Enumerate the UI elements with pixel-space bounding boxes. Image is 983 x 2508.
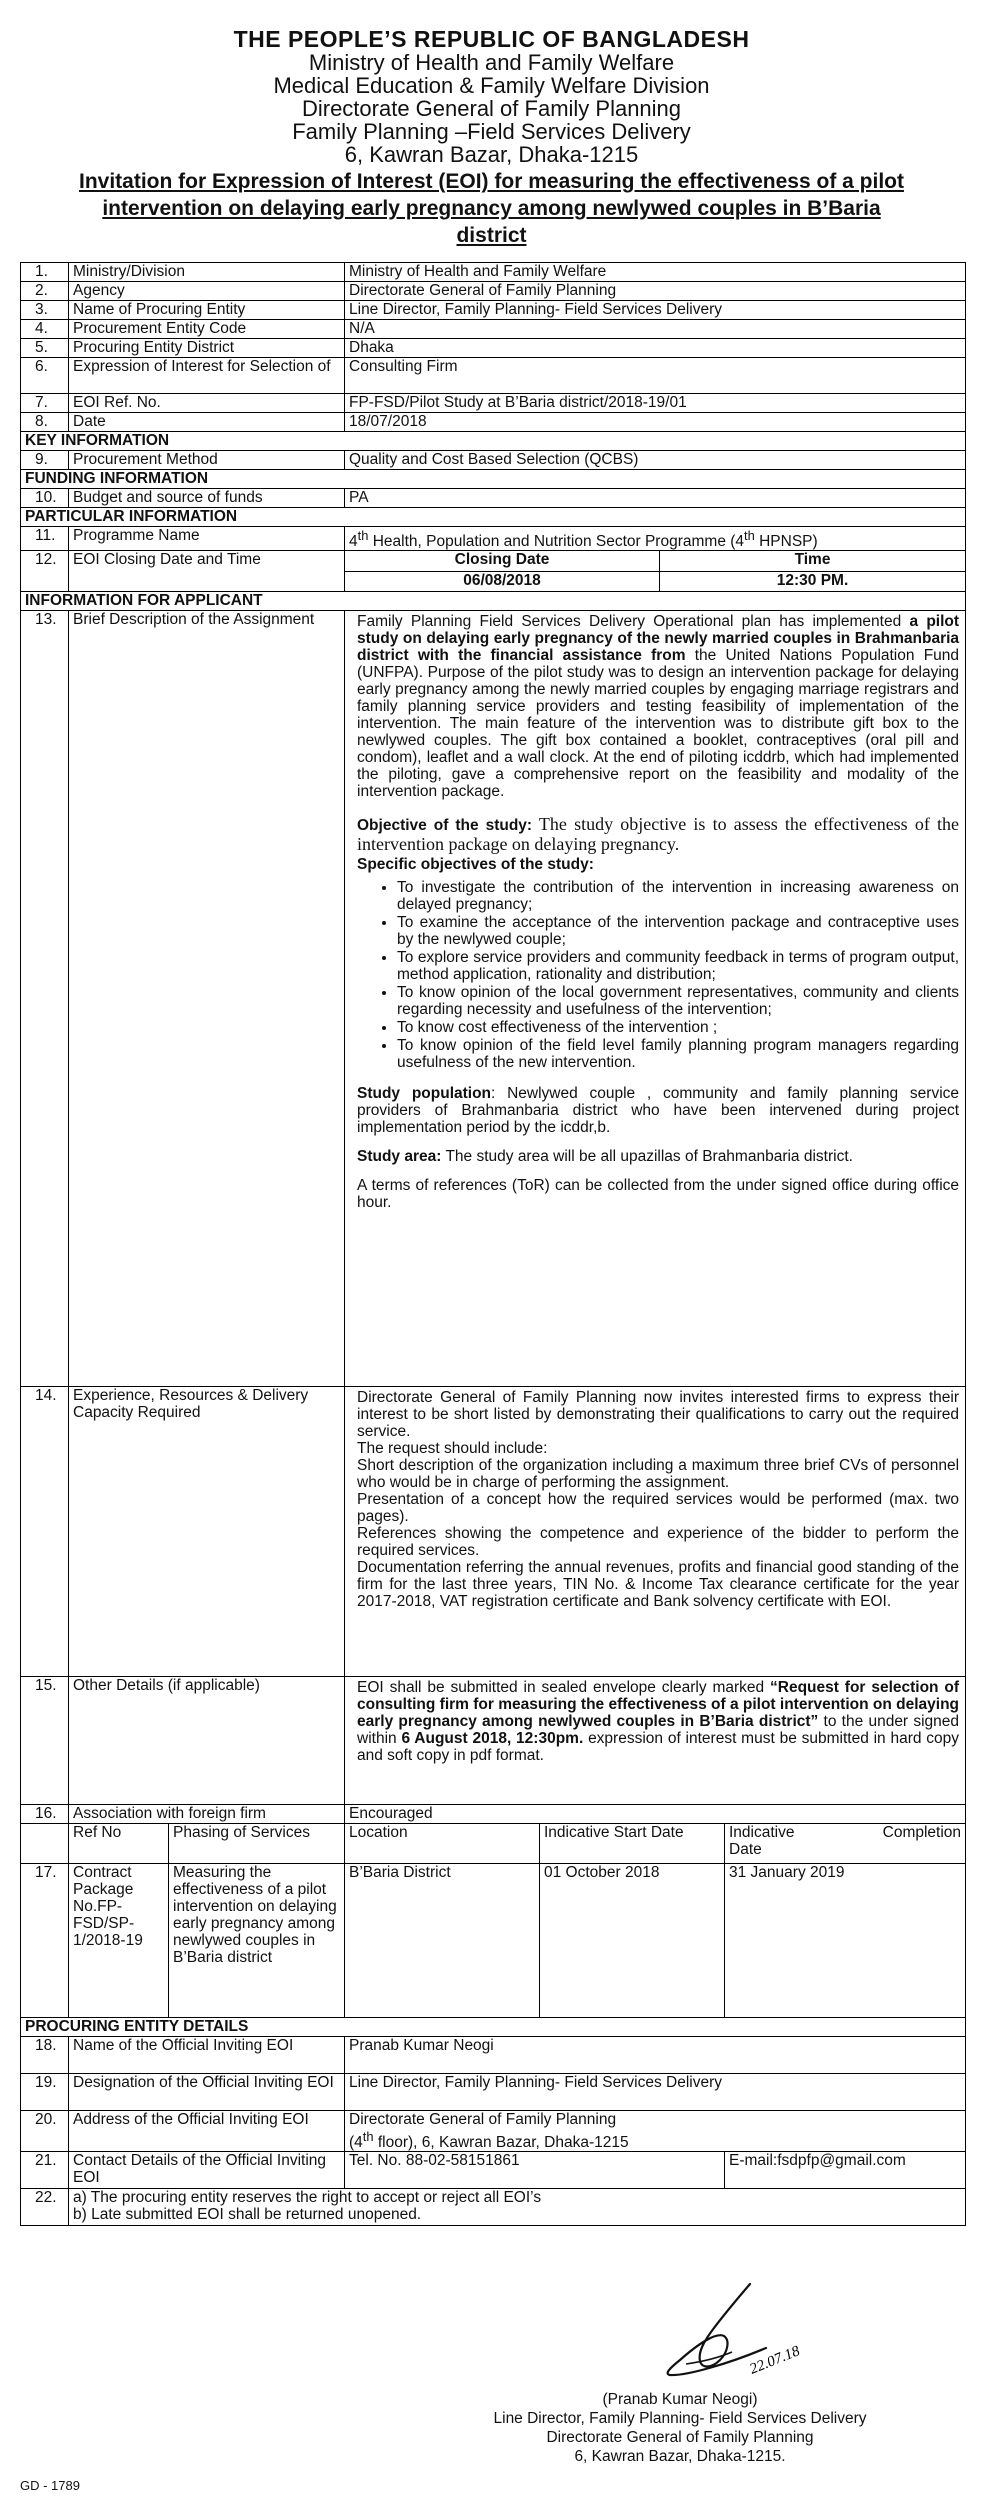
- row-19: 19. Designation of the Official Inviting EOI Line Director, Family Planning- Field Services Delivery: [21, 2074, 966, 2111]
- signatory-designation: Line Director, Family Planning- Field Services Delivery: [493, 2410, 867, 2427]
- row-10: 10. Budget and source of funds PA: [21, 489, 966, 508]
- row-9: 9. Procurement Method Quality and Cost Based Selection (QCBS): [21, 451, 966, 470]
- row-16: 16. Association with foreign firm Encouraged: [21, 1805, 966, 1824]
- row-4: 4. Procurement Entity Code N/A: [21, 320, 966, 339]
- row-17: 17. Contract Package No.FP-FSD/SP-1/2018-19 Measuring the effectiveness of a pilot intervention on delaying early pregnancy among newlywed couples in B’Baria district B’Baria District 01 October 2018 31 January 2019: [21, 1864, 966, 2018]
- row-12: 12. EOI Closing Date and Time Closing Date Time 06/08/2018 12:30 PM.: [21, 551, 966, 592]
- row-2: 2. Agency Directorate General of Family Planning: [21, 282, 966, 301]
- row-8: 8. Date 18/07/2018: [21, 413, 966, 432]
- row-3: 3. Name of Procuring Entity Line Director, Family Planning- Field Services Delivery: [21, 301, 966, 320]
- footer-code: GD - 1789: [20, 2478, 80, 2493]
- row-14: 14. Experience, Resources & Delivery Capacity Required Directorate General of Family Planning now invites interested firms to express their interest to be short listed by demonstrating their qualifications to carry out the required service. The request should include: Short description of the organization including a maximum three brief CVs of personnel who would be in charge of performing the assignment. Presentation of a concept how the required services would be performed (max. two pages). References showing the competence and experience of the bidder to perform the required services. Documentation referring the annual revenues, profits and financial good standing of the firm for the last three years, TIN No. & Income Tax clearance certificate for the year 2017-2018, VAT registration certificate and Bank solvency certificate with EOI.: [21, 1387, 966, 1677]
- row-20: 20. Address of the Official Inviting EOI Directorate General of Family Planning (4th floor), 6, Kawran Bazar, Dhaka-1215: [21, 2111, 966, 2152]
- row-11: 11. Programme Name 4th Health, Population and Nutrition Sector Programme (4th HPNSP): [21, 527, 966, 551]
- address: 6, Kawran Bazar, Dhaka-1215: [344, 142, 639, 167]
- country-title: THE PEOPLE’S REPUBLIC OF BANGLADESH: [233, 26, 750, 52]
- unit: Family Planning –Field Services Delivery: [292, 119, 691, 144]
- row-5: 5. Procuring Entity District Dhaka: [21, 339, 966, 358]
- signature-block: [400, 2390, 960, 2466]
- row-22: 22. a) The procuring entity reserves the right to accept or reject all EOI’s b) Late submitted EOI shall be returned unopened.: [21, 2189, 966, 2226]
- row-21: 21. Contact Details of the Official Inviting EOI Tel. No. 88-02-58151861 E-mail:fsdpfp@gmail.com: [21, 2152, 966, 2189]
- package-header-row: Ref No Phasing of Services Location Indicative Start Date Indicative Completion Date: [21, 1824, 966, 1864]
- division: Medical Education & Family Welfare Division: [273, 73, 710, 98]
- section-funding-information: FUNDING INFORMATION: [21, 470, 966, 489]
- signatory-address: 6, Kawran Bazar, Dhaka-1215.: [574, 2448, 786, 2465]
- signatory-org: Directorate General of Family Planning: [546, 2429, 814, 2446]
- experience-requirements: Directorate General of Family Planning now invites interested firms to express their interest to be short listed by demonstrating their qualifications to carry out the required service. The request should include: Short description of the organization including a maximum three brief CVs of personnel who would be in charge of performing the assignment. Presentation of a concept how the required services would be performed (max. two pages). References showing the competence and experience of the bidder to perform the required services. Documentation referring the annual revenues, profits and financial good standing of the firm for the last three years, TIN No. & Income Tax clearance certificate for the year 2017-2018, VAT registration certificate and Bank solvency certificate with EOI.: [345, 1387, 966, 1677]
- programme-name: 4th Health, Population and Nutrition Sector Programme (4th HPNSP): [345, 527, 966, 551]
- signatory-name: (Pranab Kumar Neogi): [602, 2391, 758, 2408]
- section-key-information: KEY INFORMATION: [21, 432, 966, 451]
- notice-title: Invitation for Expression of Interest (EOI) for measuring the effectiveness of a pilot intervention on delaying early pregnancy among newlywed couples in B’Baria district: [79, 170, 904, 247]
- assignment-description: Family Planning Field Services Delivery Operational plan has implemented a pilot study on delaying early pregnancy of the newly married couples in Brahmanbaria district with the financial assistance from the United Nations Population Fund (UNFPA). Purpose of the pilot study was to design an intervention package for delaying early pregnancy among the newly married couples by engaging marriage registrars and family planning service providers and testing feasibility of implementation of the intervention. The main feature of the intervention was to distribute gift box to the newlywed couples. The gift box contained a booklet, contraceptives (oral pill and condom), leaflet and a wall clock. At the end of piloting icddrb, which had implemented the piloting, gave a comprehensive report on the feasibility and modality of the intervention package. Objective of the study: The study objective is to assess the effectiveness of the intervention package on delaying pregnancy. Specific objectives of the study: • To investigate the contribution of the intervention in increasing awareness on delayed pregnancy; • To examine the acceptance of the intervention package and contraceptive uses by the newlywed couple; • To explore service providers and community feedback in terms of program output, method application, rationality and distribution; • To know opinion of the local government representatives, community and clients regarding necessity and usefulness of the intervention; • To know cost effectiveness of the intervention ; • To know opinion of the field level family planning program managers regarding usefulness of the new intervention. Study population: Newlywed couple , community and family planning service providers of Brahmanbaria district who have been intervened during project implementation period by the icddr,b. Study area: The study area will be all upazillas of Brahmanbaria district. A terms of references (ToR) can be collected from the under signed office during office hour.: [345, 611, 966, 1387]
- signature-date: 22.07.18: [747, 2343, 803, 2378]
- directorate: Directorate General of Family Planning: [301, 96, 682, 121]
- eoi-table: [20, 262, 966, 2226]
- closing-date-time: Closing Date Time 06/08/2018 12:30 PM.: [345, 551, 966, 592]
- section-particular-information: PARTICULAR INFORMATION: [21, 508, 966, 527]
- row-1: 1. Ministry/Division Ministry of Health and Family Welfare: [21, 263, 966, 282]
- section-procuring-entity-details: PROCURING ENTITY DETAILS: [21, 2018, 966, 2037]
- row-18: 18. Name of the Official Inviting EOI Pranab Kumar Neogi: [21, 2037, 966, 2074]
- row-6: 6. Expression of Interest for Selection of Consulting Firm: [21, 358, 966, 394]
- row-13: 13. Brief Description of the Assignment Family Planning Field Services Delivery Operational plan has implemented a pilot study on delaying early pregnancy of the newly married couples in Brahmanbaria district with the financial assistance from the United Nations Population Fund (UNFPA). Purpose of the pilot study was to design an intervention package for delaying early pregnancy among the newly married couples by engaging marriage registrars and family planning service providers and testing feasibility of implementation of the intervention. The main feature of the intervention was to distribute gift box to the newlywed couples. The gift box contained a booklet, contraceptives (oral pill and condom), leaflet and a wall clock. At the end of piloting icddrb, which had implemented the piloting, gave a comprehensive report on the feasibility and modality of the intervention package. Objective of the study: The study objective is to assess the effectiveness of the intervention package on delaying pregnancy. Specific objectives of the study: • To investigate the contribution of the intervention in increasing awareness on delayed pregnancy; • To examine the acceptance of the intervention package and contraceptive uses by the newlywed couple; • To explore service providers and community feedback in terms of program output, method application, rationality and distribution; • To know opinion of the local government representatives, community and clients regarding necessity and usefulness of the intervention; • To know cost effectiveness of the intervention ; • To know opinion of the field level family planning program managers regarding usefulness of the new intervention. Study population: Newlywed couple , community and family planning service providers of Brahmanbaria district who have been intervened during project implementation period by the icddr,b. Study area: The study area will be all upazillas of Brahmanbaria district. A terms of references (ToR) can be collected from the under signed office during office hour.: [21, 611, 966, 1387]
- letterhead: [0, 28, 983, 166]
- ministry: Ministry of Health and Family Welfare: [308, 50, 675, 75]
- row-7: 7. EOI Ref. No. FP-FSD/Pilot Study at B’Baria district/2018-19/01: [21, 394, 966, 413]
- handwritten-signature: [640, 2278, 840, 2393]
- submission-details: EOI shall be submitted in sealed envelope clearly marked “Request for selection of consulting firm for measuring the effectiveness of a pilot intervention on delaying early pregnancy among newlywed couples in B’Baria district” to the under signed within 6 August 2018, 12:30pm. expression of interest must be submitted in hard copy and soft copy in pdf format.: [345, 1677, 966, 1805]
- row-15: 15. Other Details (if applicable) EOI shall be submitted in sealed envelope clearly marked “Request for selection of consulting firm for measuring the effectiveness of a pilot intervention on delaying early pregnancy among newlywed couples in B’Baria district” to the under signed within 6 August 2018, 12:30pm. expression of interest must be submitted in hard copy and soft copy in pdf format.: [21, 1677, 966, 1805]
- section-information-for-applicant: INFORMATION FOR APPLICANT: [21, 592, 966, 611]
- specific-objectives-list: • To investigate the contribution of the intervention in increasing awareness on delayed pregnancy; • To examine the acceptance of the intervention package and contraceptive uses by the newlywed couple; • To explore service providers and community feedback in terms of program output, method application, rationality and distribution; • To know opinion of the local government representatives, community and clients regarding necessity and usefulness of the intervention; • To know cost effectiveness of the intervention ; • To know opinion of the field level family planning program managers regarding usefulness of the new intervention.: [357, 879, 959, 1071]
